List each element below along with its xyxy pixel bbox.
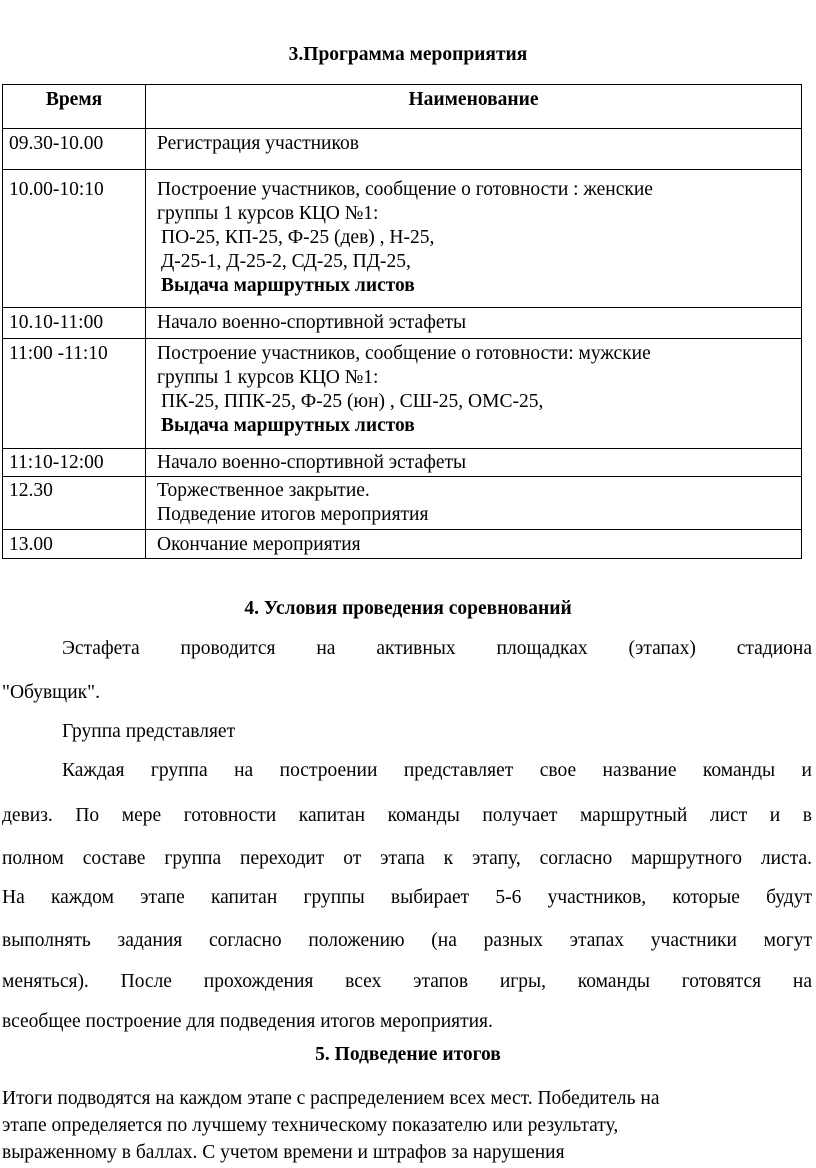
paragraph-line: всеобщее построение для подведения итогов мероприятия. xyxy=(2,1011,493,1032)
time-cell: 13.00 xyxy=(3,530,146,559)
description-line: группы 1 курсов КЦО №1: xyxy=(157,367,379,388)
time-cell: 12.30 xyxy=(3,477,146,530)
paragraph-group: Группа представляет xyxy=(62,721,236,742)
table-row xyxy=(3,339,802,449)
description-cell xyxy=(146,308,802,339)
description-cell xyxy=(146,129,802,170)
description-line: Регистрация участников xyxy=(157,133,359,154)
header-name: Наименование xyxy=(146,85,802,129)
paragraph-line: На каждом этапе капитан группы выбирает 5-6 участников, которые будут xyxy=(2,887,812,908)
paragraph-line: этапе определяется по лучшему техническому показателю или результату, xyxy=(2,1115,619,1136)
paragraph-line: Итоги подводятся на каждом этапе с распределением всех мест. Победитель на xyxy=(2,1088,660,1109)
program-heading: 3.Программа мероприятия xyxy=(288,44,528,65)
description-line: ПО-25, КП-25, Ф-25 (дев) , Н-25, xyxy=(161,227,435,248)
paragraph-line: девиз. По мере готовности капитан команды получает маршрутный лист и в xyxy=(2,805,812,826)
table-row xyxy=(3,308,802,339)
time-cell: 11:10-12:00 xyxy=(3,449,146,477)
table-row xyxy=(3,530,802,559)
time-cell: 09.30-10.00 xyxy=(3,129,146,170)
description-cell xyxy=(146,170,802,308)
table-row xyxy=(3,449,802,477)
table-header-row xyxy=(3,85,802,129)
paragraph-line: Каждая группа на построении представляет свое название команды и xyxy=(62,760,812,781)
description-line: Торжественное закрытие. xyxy=(157,480,370,501)
paragraph-line: меняться). После прохождения всех этапов игры, команды готовятся на xyxy=(2,971,812,992)
results-heading: 5. Подведение итогов xyxy=(315,1044,501,1065)
paragraph-line: выполнять задания согласно положению (на разных этапах участники могут xyxy=(2,930,812,951)
description-line: ПК-25, ППК-25, Ф-25 (юн) , СШ-25, ОМС-25, xyxy=(161,391,544,412)
table-row xyxy=(3,477,802,530)
paragraph-line: полном составе группа переходит от этапа к этапу, согласно маршрутного листа. xyxy=(2,848,812,869)
description-line: Выдача маршрутных листов xyxy=(161,415,415,436)
paragraph-relay-line-2: "Обувщик". xyxy=(2,682,100,703)
description-cell xyxy=(146,449,802,477)
description-cell xyxy=(146,530,802,559)
program-table-body xyxy=(3,129,802,559)
time-cell: 11:00 -11:10 xyxy=(3,339,146,449)
conditions-heading: 4. Условия проведения соревнований xyxy=(244,598,572,619)
description-line: Выдача маршрутных листов xyxy=(161,275,415,296)
paragraph-relay-line-1: Эстафета проводится на активных площадках (этапах) стадиона xyxy=(62,638,812,659)
description-line: Начало военно-спортивной эстафеты xyxy=(157,452,467,473)
description-line: Подведение итогов мероприятия xyxy=(157,504,429,525)
time-cell: 10.00-10:10 xyxy=(3,170,146,308)
description-line: Построение участников, сообщение о готовности : женские xyxy=(157,179,653,200)
table-row xyxy=(3,129,802,170)
paragraph-line: выраженному в баллах. С учетом времени и штрафов за нарушения xyxy=(2,1142,565,1163)
description-cell xyxy=(146,339,802,449)
time-cell: 10.10-11:00 xyxy=(3,308,146,339)
description-line: Д-25-1, Д-25-2, СД-25, ПД-25, xyxy=(161,251,411,272)
header-time: Время xyxy=(3,85,146,129)
description-line: группы 1 курсов КЦО №1: xyxy=(157,203,379,224)
description-cell xyxy=(146,477,802,530)
table-row xyxy=(3,170,802,308)
description-line: Начало военно-спортивной эстафеты xyxy=(157,312,467,333)
program-table xyxy=(2,84,802,559)
description-line: Окончание мероприятия xyxy=(157,534,361,555)
description-line: Построение участников, сообщение о готовности: мужские xyxy=(157,343,651,364)
